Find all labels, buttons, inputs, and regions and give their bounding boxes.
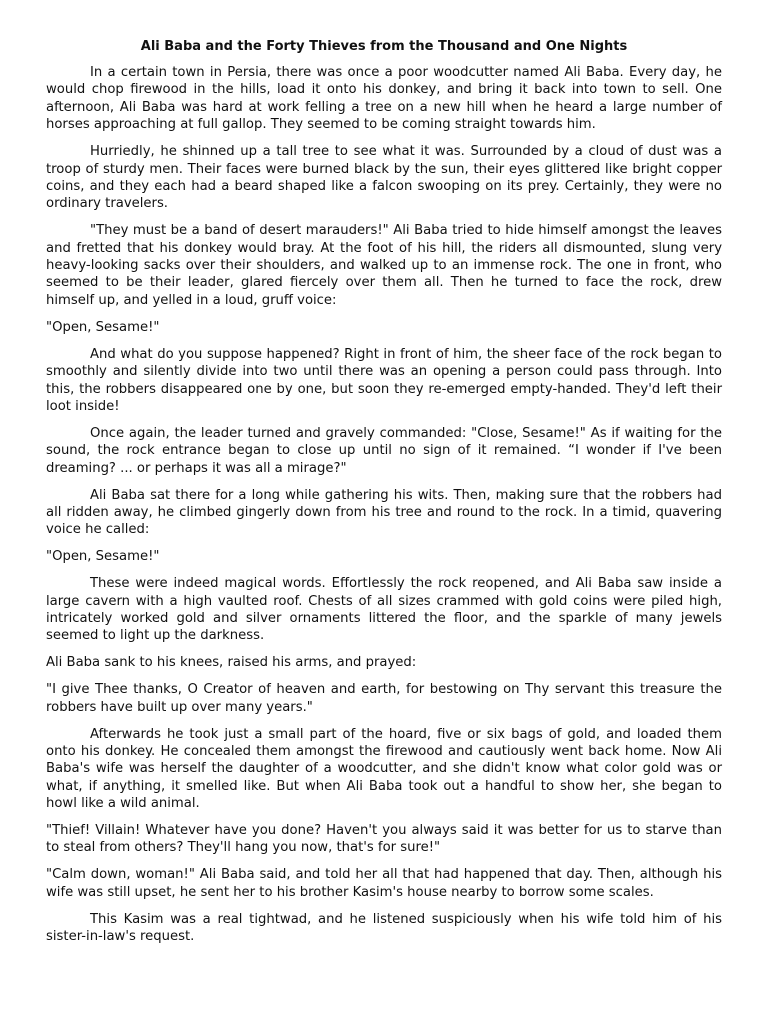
- story-paragraph: This Kasim was a real tightwad, and he listened suspiciously when his wife told him of his sister-in-law's request.: [46, 911, 722, 945]
- story-paragraph: In a certain town in Persia, there was once a poor woodcutter named Ali Baba. Every day, he would chop firewood in the hills, load it onto his donkey, and bring it back into town to sell. One afternoon, Ali Baba was hard at work felling a tree on a new hill when he heard a large number of horses approaching at full gallop. They seemed to be coming straight towards him.: [46, 65, 722, 133]
- story-paragraph: "Open, Sesame!": [46, 549, 160, 565]
- story-paragraph: Ali Baba sat there for a long while gathering his wits. Then, making sure that the robbers had all ridden away, he climbed gingerly down from his tree and round to the rock. In a timid, quavering voice he called:: [46, 487, 722, 538]
- story-paragraph: These were indeed magical words. Effortlessly the rock reopened, and Ali Baba saw inside a large cavern with a high vaulted roof. Chests of all sizes crammed with gold coins were piled high, intricately worked gold and silver ornaments littered the floor, and the sparkle of many jewels seemed to light up the darkness.: [46, 576, 722, 644]
- story-paragraph: "I give Thee thanks, O Creator of heaven and earth, for bestowing on Thy servant this treasure the robbers have built up over many years.": [46, 682, 722, 715]
- story-paragraph: "Thief! Villain! Whatever have you done? Haven't you always said it was better for us to starve than to steal from others? They'll hang you now, that's for sure!": [46, 823, 722, 856]
- story-paragraph: Ali Baba sank to his knees, raised his arms, and prayed:: [46, 655, 417, 671]
- story-body: [46, 64, 722, 945]
- story-paragraph: Hurriedly, he shinned up a tall tree to see what it was. Surrounded by a cloud of dust was a troop of sturdy men. Their faces were burned black by the sun, their eyes glittered like bright copper coins, and they each had a beard shaped like a falcon swooping on its prey. Certainly, they were no ordinary travelers.: [46, 144, 722, 212]
- document-title: Ali Baba and the Forty Thieves from the Thousand and One Nights: [140, 39, 628, 54]
- story-paragraph: "Calm down, woman!" Ali Baba said, and told her all that had happened that day. Then, although his wife was still upset, he sent her to his brother Kasim's house nearby to borrow some scales.: [46, 867, 722, 900]
- story-paragraph: Afterwards he took just a small part of the hoard, five or six bags of gold, and loaded them onto his donkey. He concealed them amongst the firewood and cautiously went back home. Now Ali Baba's wife was herself the daughter of a woodcutter, and she didn't know what color gold was or what, if anything, it smelled like. But when Ali Baba took out a handful to show her, she began to howl like a wild animal.: [46, 726, 722, 812]
- story-paragraph: And what do you suppose happened? Right in front of him, the sheer face of the rock began to smoothly and silently divide into two until there was an opening a person could pass through. Into this, the robbers disappeared one by one, but soon they re-emerged empty-handed. They'd left their loot inside!: [46, 346, 722, 414]
- story-paragraph: "Open, Sesame!": [46, 319, 160, 335]
- story-paragraph: Once again, the leader turned and gravely commanded: "Close, Sesame!" As if waiting for the sound, the rock entrance began to close up until no sign of it remained. “I wonder if I've been dreaming? ... or perhaps it was all a mirage?": [46, 425, 722, 476]
- story-paragraph: "They must be a band of desert marauders!" Ali Baba tried to hide himself amongst the leaves and fretted that his donkey would bray. At the foot of his hill, the riders all dismounted, slung very heavy-looking sacks over their shoulders, and walked up to an immense rock. The one in front, who seemed to be their leader, glared fiercely over them all. Then he turned to face the rock, drew himself up, and yelled in a loud, gruff voice:: [46, 223, 722, 308]
